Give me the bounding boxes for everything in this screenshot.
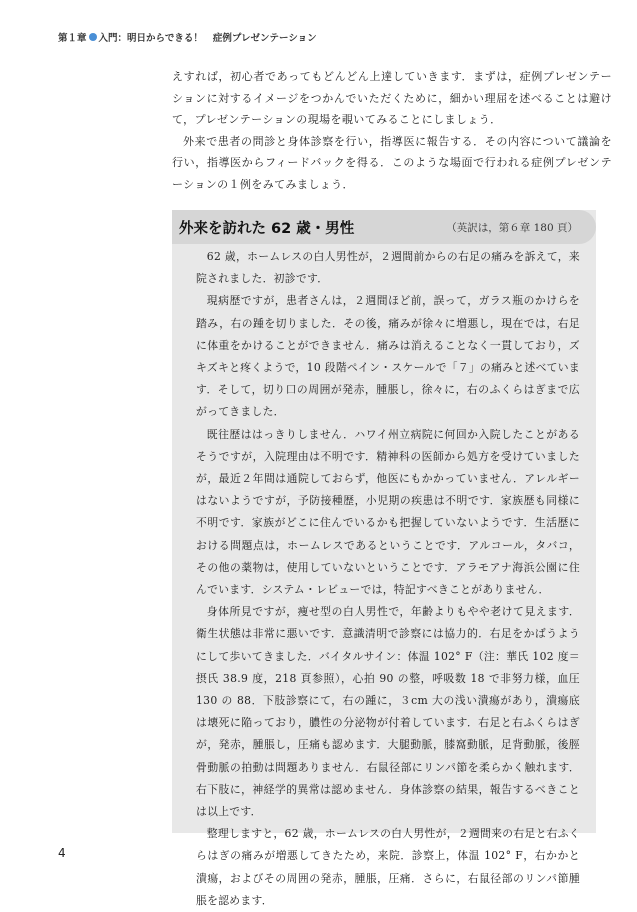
intro-text — [172, 66, 612, 196]
case-reference: （英訳は，第６章 180 頁） — [446, 221, 578, 234]
case-paragraph-5: 整理しますと，62 歳，ホームレスの白人男性が，２週間来の右足と右ふくらはぎの痛みが増悪してきたため，来院．診察上，体温 102° F，右かかと潰瘍，およびその周囲の発赤，腫脹，圧痛．さらに，右鼠径部のリンパ節腫脹を認めます． — [196, 827, 580, 907]
section-label: 症例プレゼンテーション — [212, 33, 317, 44]
case-title-bar — [172, 210, 596, 244]
chapter-label: 第１章 — [58, 33, 87, 44]
case-paragraph-4: 身体所見ですが，痩せ型の白人男性で，年齢よりもやや老けて見えます．衛生状態は非常に悪いです．意識清明で診察には協力的．右足をかばうようにして歩いてきました．バイタルサイン：体温 102° F（注：華氏 102 度＝摂氏 38.9 度，218 頁参照），心拍 90 の整，呼吸数 18 で非努力様，血圧 130 の 88．下肢診察にて，右の踵に，３cm 大の浅い潰瘍があり，潰瘍底は壊死に陥っており，膿性の分泌物が付着しています．右足と右ふくらはぎが，発赤，腫脹し，圧痛も認めます．大腿動脈，膝窩動脈，足背動脈，後脛骨動脈の拍動は問題ありません．右鼠径部にリンパ節を柔らかく触れます．右下肢に，神経学的異常は認めません．身体診察の結果，報告するべきことは以上です． — [196, 605, 580, 819]
page-number: 4 — [58, 846, 66, 860]
case-body — [196, 246, 580, 912]
intro-paragraph-2: 外来で患者の問診と身体診察を行い，指導医に報告する．その内容について議論を行い，指導医からフィードバックを得る．このような場面で行われる症例プレゼンテーションの１例をみてみましょう． — [172, 134, 612, 191]
case-paragraph-1: 62 歳，ホームレスの白人男性が，２週間前からの右足の痛みを訴えて，来院されました．初診です． — [196, 250, 580, 286]
case-box — [172, 210, 596, 907]
case-paragraph-2: 現病歴ですが，患者さんは，２週間ほど前，誤って，ガラス瓶のかけらを踏み，右の踵を切りました．その後，痛みが徐々に増悪し，現在では，右足に体重をかけることができません．痛みは消えることなく一貫しており，ズキズキと疼くようで，10 段階ペイン・スケールで「７」の痛みと述べています．そして，切り口の周囲が発赤，腫脹し，徐々に，右のふくらはぎまで広がってきました． — [196, 294, 580, 419]
intro-paragraph-1: えすれば，初心者であってもどんどん上達していきます．まずは，症例プレゼンテーションに対するイメージをつかんでいただくために，細かい理屈を述べることは避けて，プレゼンテーションの現場を覗いてみることにしましょう． — [172, 70, 612, 127]
case-paragraph-3: 既往歴ははっきりしません．ハワイ州立病院に何回か入院したことがあるそうですが，入院理由は不明です．精神科の医師から処方を受けていましたが，最近２年間は通院しておらず，他医にもかかっていません．アレルギーはないようですが，予防接種歴，小児期の疾患は不明です．家族歴も同様に不明です．家族がどこに住んでいるかも把握していないようです．生活歴における問題点は，ホームレスであるということです．アルコール，タバコ，その他の薬物は，使用していないということです．アラモアナ海浜公園に住んでいます．システム・レビューでは，特記すべきことがありません． — [196, 427, 580, 597]
bullet-dot-icon — [89, 33, 97, 41]
running-header — [58, 29, 317, 45]
part-label: 入門：明日からできる！ — [98, 33, 203, 44]
case-title: 外来を訪れた 62 歳・男性 — [179, 220, 355, 237]
